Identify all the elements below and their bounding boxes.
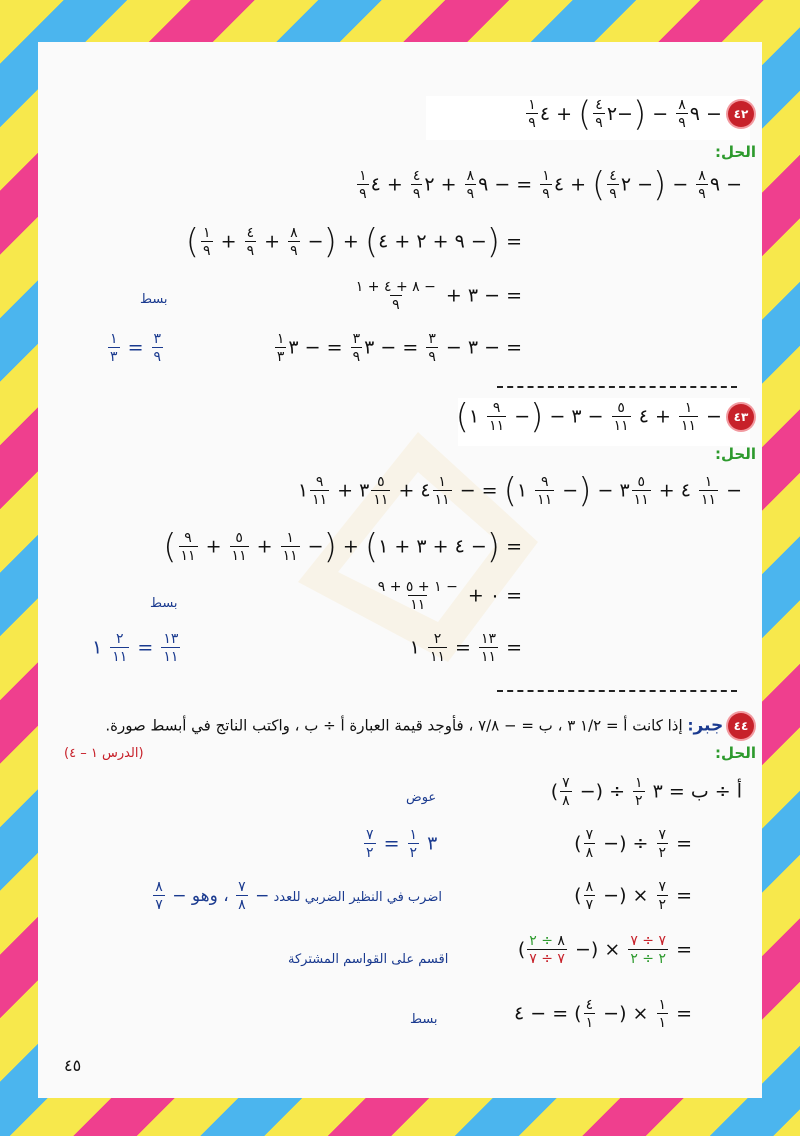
problem-42-statement [524, 94, 754, 134]
divider [497, 690, 737, 692]
problem-44-note-2: ٣ $\frac{١}{٢}$ = $\frac{٧}{٢}$ [366, 827, 438, 861]
note-divide-common: اقسم على القواسم المشتركة [288, 952, 449, 967]
page-number: ٤٥ [64, 1056, 82, 1075]
problem-44-step-1: أ ÷ ب = ٣ $\frac{١}{٢}$ ÷ (− $\frac{٧}{٨}$ ) [550, 775, 742, 809]
problem-42-step-2: = (− ٩ + ٢ + ٤) + (− $\frac{٨}{٩}$ + $\frac{٤}{٩}$ + $\frac{١}{٩}$ ) [185, 222, 522, 262]
note-simplify: بسط [410, 1012, 438, 1027]
problem-44-text: إذا كانت أ = ١/٢ ٣ ، ب = − ٧/٨ ، فأوجد قيمة العبارة أ ÷ ب ، واكتب الناتج في أبسط صورة. [105, 716, 683, 735]
divider [497, 386, 737, 388]
problem-44-step-3: = $\frac{٧}{٢}$ × (− $\frac{٨}{٧}$ ) [574, 879, 692, 913]
solution-label: الحل: [715, 445, 756, 463]
problem-44-title: جبر [693, 715, 724, 736]
problem-number-badge: ٤٤ [728, 713, 754, 739]
lesson-reference: (الدرس ١ – ٤) [64, 746, 144, 761]
problem-43-step-3: = ٠ + $\frac{- ١ + ٥ + ٩}{١١}$ [377, 579, 522, 613]
problem-42-expression: − ٩ $\frac{٨}{٩}$ − (−٢ $\frac{٤}{٩}$ ) + ٤ $\frac{١}{٩}$ [528, 94, 722, 134]
problem-42-step-3: = − ٣ + $\frac{- ٨ + ٤ + ١}{٩}$ [355, 279, 522, 313]
problem-42-note-math: $\frac{٣}{٩}$ = $\frac{١}{٣}$ [110, 331, 162, 365]
problem-44-note-3: اضرب في النظير الضربي للعدد − $\frac{٧}{٨}$ ، وهو − $\frac{٨}{٧}$ [155, 879, 442, 913]
problem-43-note-math: $\frac{١٣}{١١}$ = $\frac{٢}{١١}$ ١ [92, 631, 179, 665]
problem-42-step-4: = − ٣ − $\frac{٣}{٩}$ = − ٣ $\frac{٣}{٩}$ = − ٣ $\frac{١}{٣}$ [276, 331, 522, 365]
note-reciprocal: اضرب في النظير الضربي للعدد [273, 890, 442, 905]
solution-label: الحل: [715, 744, 756, 762]
problem-42-step-1: − ٩ $\frac{٨}{٩}$ − (− ٢ $\frac{٤}{٩}$ ) + ٤ $\frac{١}{٩}$ = − ٩ $\frac{٨}{٩}$ + ٢ $\frac{٤}{٩}$ + ٤ $\frac{١}{٩}$ [359, 165, 742, 205]
problem-number-badge: ٤٢ [728, 101, 754, 127]
note-simplify: بسط [140, 292, 168, 307]
problem-43-step-1: − $\frac{١}{١١}$ ٤ + $\frac{٥}{١١}$ ٣ − (− $\frac{٩}{١١}$ ١) = − $\frac{١}{١١}$ ٤ + $\frac{٥}{١١}$ ٣ + $\frac{٩}{١١}$ ١ [297, 471, 742, 511]
problem-43-step-2: = (− ٤ + ٣ + ١) + (− $\frac{١}{١١}$ + $\frac{٥}{١١}$ + $\frac{٩}{١١}$ ) [163, 527, 522, 567]
problem-44-step-5: = $\frac{١}{١}$ × (− $\frac{٤}{١}$ ) = − ٤ [514, 997, 692, 1031]
problem-44-step-4: = $\frac{٧ \div ٧}{٢ \div ٢}$ × (− $\frac{٨ \div ٢}{٧ \div ٧}$ ) [517, 933, 692, 967]
note-simplify: بسط [150, 596, 178, 611]
problem-43-statement: ٤٣ − $\frac{١}{١١}$ + ٤ $\frac{٥}{١١}$ − ٣ − (− $\frac{٩}{١١}$ ١) [456, 400, 754, 434]
problem-44-statement: ٤٤ جبر: إذا كانت أ = ١/٢ ٣ ، ب = − ٧/٨ ، فأوجد قيمة العبارة أ ÷ ب ، واكتب الناتج في أبسط صورة. [105, 713, 754, 739]
problem-43-step-4: = $\frac{١٣}{١١}$ = $\frac{٢}{١١}$ ١ [409, 631, 522, 665]
solution-label: الحل: [715, 143, 756, 161]
problem-number-badge: ٤٣ [728, 404, 754, 430]
problem-44-step-2: = $\frac{٧}{٢}$ ÷ (− $\frac{٧}{٨}$ ) [574, 827, 692, 861]
note-substitute: عوض [406, 790, 437, 805]
